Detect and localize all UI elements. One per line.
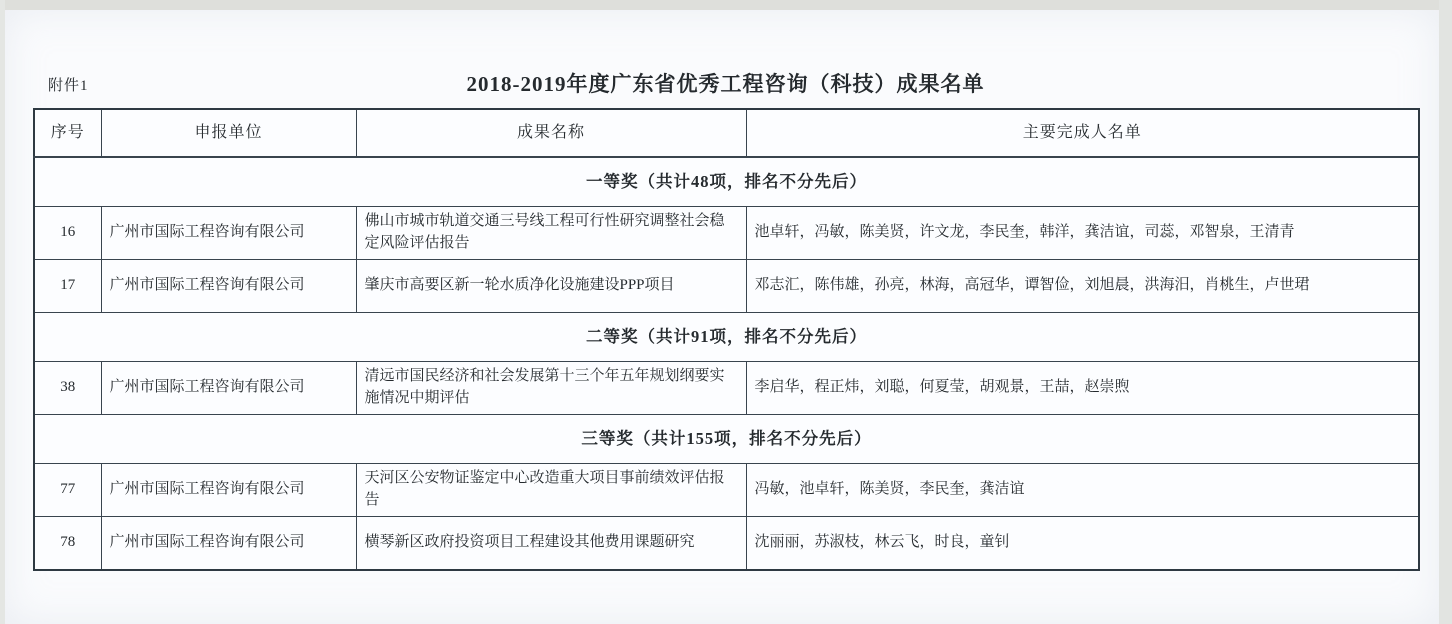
row-number-cell: 17 [34,260,101,313]
section-heading-row [34,415,1419,464]
table-row [34,464,1419,517]
org-cell: 广州市国际工程咨询有限公司 [101,362,356,415]
table-row [34,517,1419,571]
table-row [34,207,1419,260]
contributors-cell: 沈丽丽，苏淑枝，林云飞，时良，童钊 [746,517,1419,571]
row-number-cell: 78 [34,517,101,571]
results-table-body [34,157,1419,570]
org-cell: 广州市国际工程咨询有限公司 [101,517,356,571]
section-heading: 二等奖（共计91项，排名不分先后） [34,313,1419,362]
column-header-no: 序号 [34,109,101,157]
section-heading-row [34,157,1419,207]
scan-edge-right [1439,0,1452,624]
table-row [34,362,1419,415]
section-heading: 一等奖（共计48项，排名不分先后） [34,157,1419,207]
org-cell: 广州市国际工程咨询有限公司 [101,260,356,313]
achievement-cell: 清远市国民经济和社会发展第十三个年五年规划纲要实施情况中期评估 [356,362,746,415]
column-header-org: 申报单位 [101,109,356,157]
row-number-cell: 38 [34,362,101,415]
column-header-achievement: 成果名称 [356,109,746,157]
table-row [34,260,1419,313]
table-header-row [34,109,1419,157]
section-heading-row [34,313,1419,362]
achievement-cell: 肇庆市高要区新一轮水质净化设施建设PPP项目 [356,260,746,313]
row-number-cell: 16 [34,207,101,260]
attachment-label: 附件1 [48,78,89,94]
achievement-cell: 佛山市城市轨道交通三号线工程可行性研究调整社会稳定风险评估报告 [356,207,746,260]
achievement-cell: 横琴新区政府投资项目工程建设其他费用课题研究 [356,517,746,571]
contributors-cell: 冯敏，池卓轩，陈美贤，李民奎，龚洁谊 [746,464,1419,517]
contributors-cell: 池卓轩，冯敏，陈美贤，许文龙，李民奎，韩洋，龚洁谊，司蕊，邓智泉，王清青 [746,207,1419,260]
achievement-cell: 天河区公安物证鉴定中心改造重大项目事前绩效评估报告 [356,464,746,517]
section-heading: 三等奖（共计155项，排名不分先后） [34,415,1419,464]
results-table [33,108,1420,571]
page-title: 2018-2019年度广东省优秀工程咨询（科技）成果名单 [466,72,985,96]
contributors-cell: 李启华，程正炜，刘聪，何夏莹，胡观景，王喆，赵崇煦 [746,362,1419,415]
row-number-cell: 77 [34,464,101,517]
org-cell: 广州市国际工程咨询有限公司 [101,207,356,260]
column-header-contributors: 主要完成人名单 [746,109,1419,157]
scan-edge-top [0,0,1452,10]
org-cell: 广州市国际工程咨询有限公司 [101,464,356,517]
contributors-cell: 邓志汇，陈伟雄，孙亮，林海，高冠华，谭智俭，刘旭晨，洪海汨，肖桃生，卢世珺 [746,260,1419,313]
